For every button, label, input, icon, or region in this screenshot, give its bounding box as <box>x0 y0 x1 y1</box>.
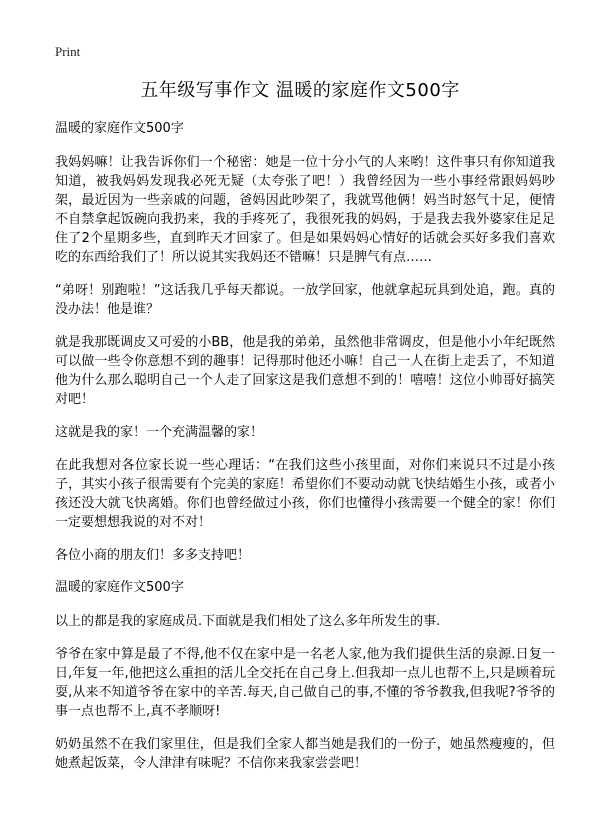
section-heading: 温暖的家庭作文500字 <box>55 121 184 136</box>
paragraph: 爷爷在家中算是最了不得,他不仅在家中是一名老人家,他为我们提供生活的泉源.日复一日,年复一年,他把这么重担的活儿全交托在自己身上.但我却一点儿也帮不上,只是顾着玩耍,从来不知道爷爷在家中的辛苦.每天,自己做自己的事,不懂的爷爷教我,但我呢?爷爷的事一点也帮不上,真不孝顺呀! <box>55 647 555 719</box>
paragraph: 各位小商的朋友们！多多支持吧！ <box>55 548 251 563</box>
paragraph: 我妈妈嘛！让我告诉你们一个秘密：她是一位十分小气的人来哟！这件事只有你知道我知道，被我妈妈发现我必死无疑（太夸张了吧！）我曾经因为一些小事经常跟妈妈吵架，最近因为一些亲戚的问题，爸妈因此吵架了，我就骂他俩！妈当时怒气十足，便情不自禁拿起饭碗向我扔来，我的手疼死了，我很死我的妈妈，于是我去我外婆家住足足住了2个星期多些，直到昨天才回家了。但是如果妈妈心情好的话就会买好多我们喜欢吃的东西给我们了！所以说其实我妈还不错嘛！只是脾气有点…… <box>55 155 555 265</box>
paragraph: “弟呀！别跑啦！”这话我几乎每天都说。一放学回家，他就拿起玩具到处追，跑。真的没办法！他是谁？ <box>55 283 555 317</box>
section-heading: 温暖的家庭作文500字 <box>55 580 184 595</box>
print-link[interactable]: Print <box>55 44 81 59</box>
page-title: 五年级写事作文 温暖的家庭作文500字 <box>140 80 460 101</box>
paragraph: 奶奶虽然不在我们家里住，但是我们全家人都当她是我们的一份子，她虽然瘦瘦的，但她煮起饭菜，令人津津有味呢？不信你来我家尝尝吧！ <box>55 737 555 771</box>
paragraph: 在此我想对各位家长说一些心理话：“在我们这些小孩里面，对你们来说只不过是小孩子，其实小孩子很需要有个完美的家庭！希望你们不要动动就飞快结婚生小孩，或者小孩还没大就飞快离婚。你们也曾经做过小孩，你们也懂得小孩需要一个健全的家！你们一定要想想我说的对不对！ <box>55 458 555 530</box>
article-body <box>55 120 555 783</box>
paragraph: 以上的都是我的家庭成员.下面就是我们相处了这么多年所发生的事. <box>55 614 441 629</box>
paragraph: 就是我那既调皮又可爱的小BB，他是我的弟弟，虽然他非常调皮，但是他小小年纪既然可以做一些令你意想不到的趣事！记得那时他还小嘛！自己一人在街上走丢了，不知道他为什么那么聪明自己一个人走了回家这是我们意想不到的！嘻嘻！这位小帅哥好搞笑对吧！ <box>55 335 555 407</box>
paragraph: 这就是我的家！一个充满温馨的家！ <box>55 425 264 440</box>
